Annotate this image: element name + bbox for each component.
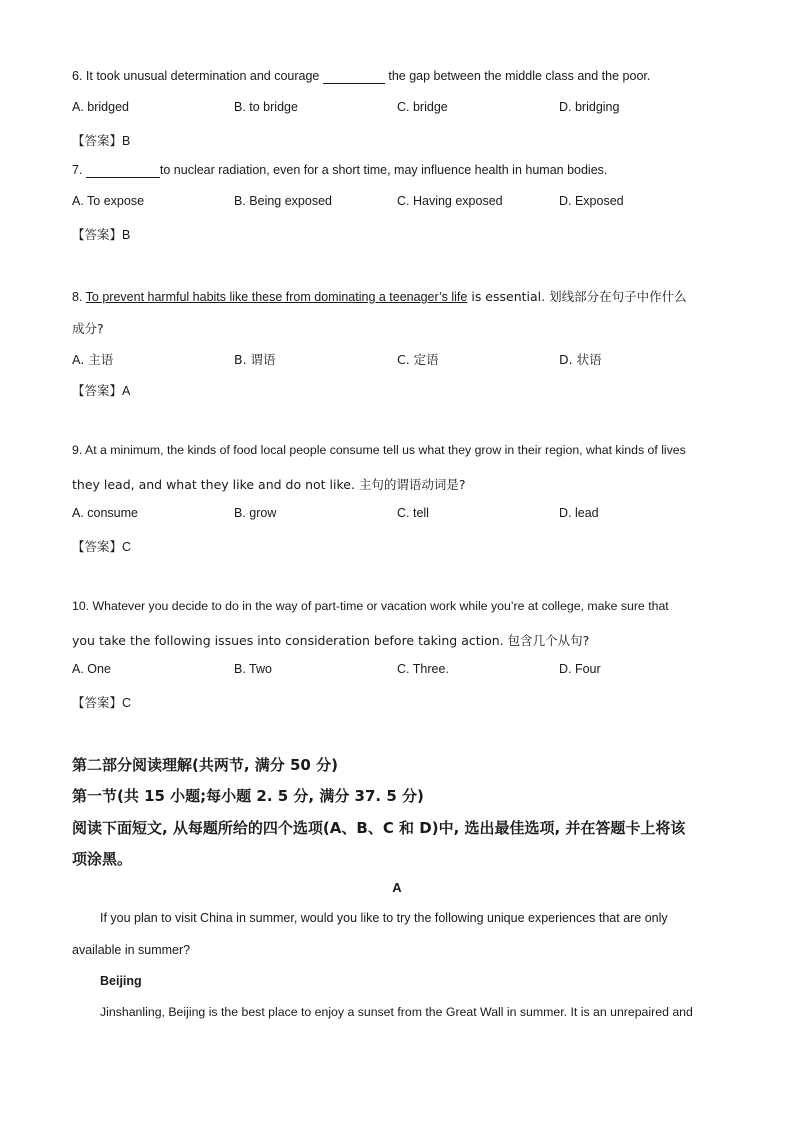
section-instruction-line-2: 项涂黑。 [72,850,133,868]
answer-value: C [122,696,132,710]
question-10-answer [72,693,131,711]
passage-label: A [392,880,402,895]
answer-value: B [122,134,131,148]
question-6 [72,69,650,84]
question-6-blank [323,69,385,84]
option-d: D. 状语 [559,352,602,367]
option-a: A. bridged [72,100,129,114]
question-8-line-2: 成分? [72,321,104,336]
option-a: A. One [72,662,111,676]
option-b: B. to bridge [234,100,298,114]
option-b: B. grow [234,506,277,520]
option-c: C. 定语 [397,352,439,367]
question-8-answer [72,381,130,399]
option-c: C. tell [397,506,429,520]
option-b: B. 谓语 [234,352,276,367]
question-9-answer [72,537,131,555]
answer-value: B [122,228,131,242]
passage-intro-line-1: If you plan to visit China in summer, would you like to try the following unique experiences that are only [100,911,668,925]
option-d: D. Four [559,662,601,676]
option-c: C. Three. [397,662,449,676]
option-b: B. Being exposed [234,194,332,208]
question-6-suffix: the gap between the middle class and the poor. [384,69,651,83]
question-7-blank [86,163,160,178]
option-d: D. bridging [559,100,620,114]
question-7 [72,163,607,178]
question-8-rest: is essential. 划线部分在句子中作什么 [467,289,687,304]
passage-body-line-1: Jinshanling, Beijing is the best place to enjoy a sunset from the Great Wall in summer. It is an unrepaired and [100,1005,693,1019]
passage-subheading: Beijing [100,974,142,988]
answer-value: C [122,540,132,554]
question-6-prefix: 6. It took unusual determination and courage [72,69,323,83]
question-9-line-1: 9. At a minimum, the kinds of food local people consume tell us what they grow in their region, what kinds of lives [72,443,686,457]
question-8 [72,287,687,305]
question-7-answer [72,225,130,243]
option-d: D. lead [559,506,599,520]
question-10-line-2: you take the following issues into consideration before taking action. 包含几个从句? [72,633,590,648]
answer-label: 【答案】 [72,227,123,242]
question-8-number: 8. [72,290,86,304]
option-a: A. To expose [72,194,145,208]
section-heading: 第二部分阅读理解(共两节, 满分 50 分) [72,756,338,774]
option-a: A. consume [72,506,139,520]
option-a: A. 主语 [72,352,114,367]
subsection-heading: 第一节(共 15 小题;每小题 2. 5 分, 满分 37. 5 分) [72,787,424,805]
option-b: B. Two [234,662,272,676]
section-instruction-line-1: 阅读下面短文, 从每题所给的四个选项(A、B、C 和 D)中, 选出最佳选项, 并在答题卡上将该 [72,819,686,837]
answer-label: 【答案】 [72,539,123,554]
option-c: C. Having exposed [397,194,503,208]
question-10-line-1: 10. Whatever you decide to do in the way of part-time or vacation work while you’re at college, make sure that [72,599,669,613]
passage-intro-line-2: available in summer? [72,943,191,957]
answer-label: 【答案】 [72,133,123,148]
answer-label: 【答案】 [72,383,123,398]
answer-value: A [122,384,131,398]
answer-label: 【答案】 [72,695,123,710]
question-9-line-2: they lead, and what they like and do not like. 主句的谓语动词是? [72,477,466,492]
question-7-suffix: to nuclear radiation, even for a short time, may influence health in human bodies. [159,163,608,177]
option-c: C. bridge [397,100,448,114]
question-6-answer [72,131,130,149]
question-8-underlined-phrase: To prevent harmful habits like these from dominating a teenager’s life [85,290,468,304]
option-d: D. Exposed [559,194,624,208]
question-7-prefix: 7. [72,163,86,177]
